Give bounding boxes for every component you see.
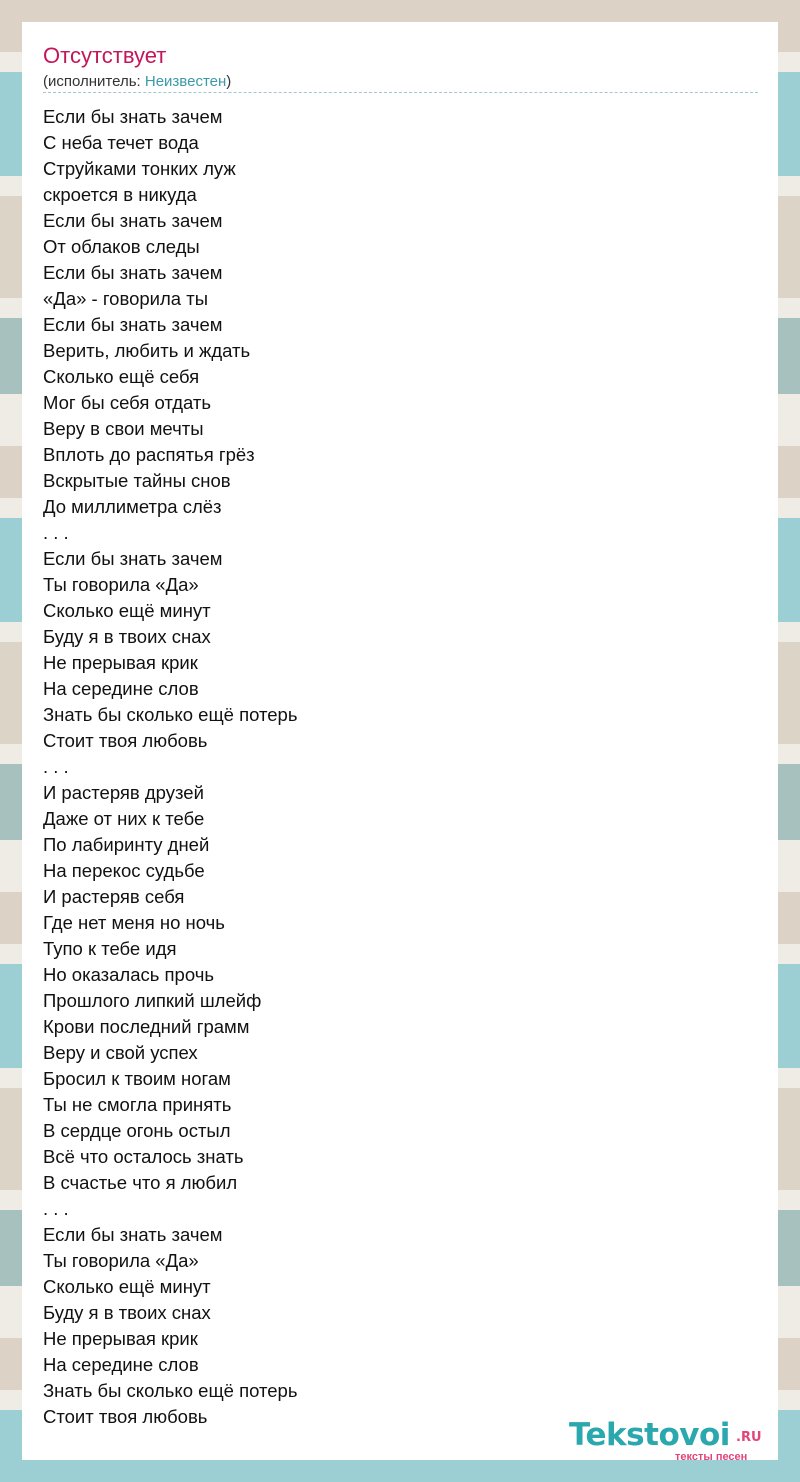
lyric-line: Тупо к тебе идя bbox=[43, 938, 177, 959]
lyric-line: Веру и свой успех bbox=[43, 1042, 198, 1063]
lyric-line: Если бы знать зачем bbox=[43, 314, 223, 335]
lyric-line: Сколько ещё минут bbox=[43, 1276, 211, 1297]
lyric-line: Буду я в твоих снах bbox=[43, 1302, 211, 1323]
artist-suffix: ) bbox=[226, 73, 232, 90]
lyric-line: Если бы знать зачем bbox=[43, 210, 223, 231]
lyric-line: Стоит твоя любовь bbox=[43, 1406, 208, 1427]
artist-prefix: (исполнитель: bbox=[43, 73, 145, 90]
lyric-line: Всё что осталось знать bbox=[43, 1146, 244, 1167]
lyric-line: Если бы знать зачем bbox=[43, 1224, 223, 1245]
artist-line bbox=[43, 72, 231, 92]
lyric-line: Верить, любить и ждать bbox=[43, 340, 251, 361]
lyric-line: Веру в свои мечты bbox=[43, 418, 204, 439]
lyric-line: Буду я в твоих снах bbox=[43, 626, 211, 647]
song-title: Отсутствует bbox=[43, 43, 167, 68]
lyric-line: От облаков следы bbox=[43, 236, 200, 257]
lyric-line: С неба течет вода bbox=[43, 132, 199, 153]
lyric-line: Не прерывая крик bbox=[43, 1328, 198, 1349]
lyric-line: Если бы знать зачем bbox=[43, 262, 223, 283]
lyric-line: Вскрытые тайны снов bbox=[43, 470, 231, 491]
lyric-line: Знать бы сколько ещё потерь bbox=[43, 704, 298, 725]
lyric-line: Где нет меня но ночь bbox=[43, 912, 225, 933]
lyric-line: Сколько ещё себя bbox=[43, 366, 200, 387]
lyric-line: И растеряв себя bbox=[43, 886, 185, 907]
lyric-line: . . . bbox=[43, 1198, 69, 1219]
lyric-line: Струйками тонких луж bbox=[43, 158, 236, 179]
site-logo[interactable] bbox=[569, 1418, 779, 1462]
lyric-line: Даже от них к тебе bbox=[43, 808, 205, 829]
lyric-line: Не прерывая крик bbox=[43, 652, 198, 673]
lyric-line: Ты говорила «Да» bbox=[43, 574, 199, 595]
artist-link[interactable]: Неизвестен bbox=[144, 73, 227, 90]
lyric-line: Стоит твоя любовь bbox=[43, 730, 208, 751]
lyric-line: И растеряв друзей bbox=[43, 782, 204, 803]
lyric-line: Сколько ещё минут bbox=[43, 600, 211, 621]
logo-brand: Tekstovoi bbox=[569, 1417, 730, 1453]
lyric-line: На середине слов bbox=[43, 678, 199, 699]
lyric-line: На середине слов bbox=[43, 1354, 199, 1375]
lyric-line: Крови последний грамм bbox=[43, 1016, 250, 1037]
lyric-line: Прошлого липкий шлейф bbox=[43, 990, 262, 1011]
lyrics-card bbox=[22, 22, 778, 1463]
lyric-line: . . . bbox=[43, 756, 69, 777]
lyric-line: Ты говорила «Да» bbox=[43, 1250, 199, 1271]
lyric-line: Мог бы себя отдать bbox=[43, 392, 212, 413]
lyric-line: В счастье что я любил bbox=[43, 1172, 238, 1193]
lyric-line: Но оказалась прочь bbox=[43, 964, 215, 985]
lyric-line: «Да» - говорила ты bbox=[43, 288, 208, 309]
lyric-line: . . . bbox=[43, 522, 69, 543]
lyric-line: Бросил к твоим ногам bbox=[43, 1068, 231, 1089]
lyric-line: скроется в никуда bbox=[43, 184, 197, 205]
logo-tld: .RU bbox=[736, 1430, 762, 1445]
lyric-line: На перекос судьбе bbox=[43, 860, 205, 881]
lyric-line: Если бы знать зачем bbox=[43, 106, 223, 127]
lyric-line: Вплоть до распятья грёз bbox=[43, 444, 255, 465]
lyrics-list bbox=[43, 104, 297, 1430]
lyric-line: До миллиметра слёз bbox=[43, 496, 222, 517]
lyric-line: Ты не смогла принять bbox=[43, 1094, 232, 1115]
lyric-line: По лабиринту дней bbox=[43, 834, 210, 855]
dashed-divider bbox=[43, 92, 758, 93]
lyric-line: В сердце огонь остыл bbox=[43, 1120, 231, 1141]
lyric-line: Знать бы сколько ещё потерь bbox=[43, 1380, 298, 1401]
lyric-line: Если бы знать зачем bbox=[43, 548, 223, 569]
logo-tagline: тексты песен bbox=[675, 1451, 748, 1463]
